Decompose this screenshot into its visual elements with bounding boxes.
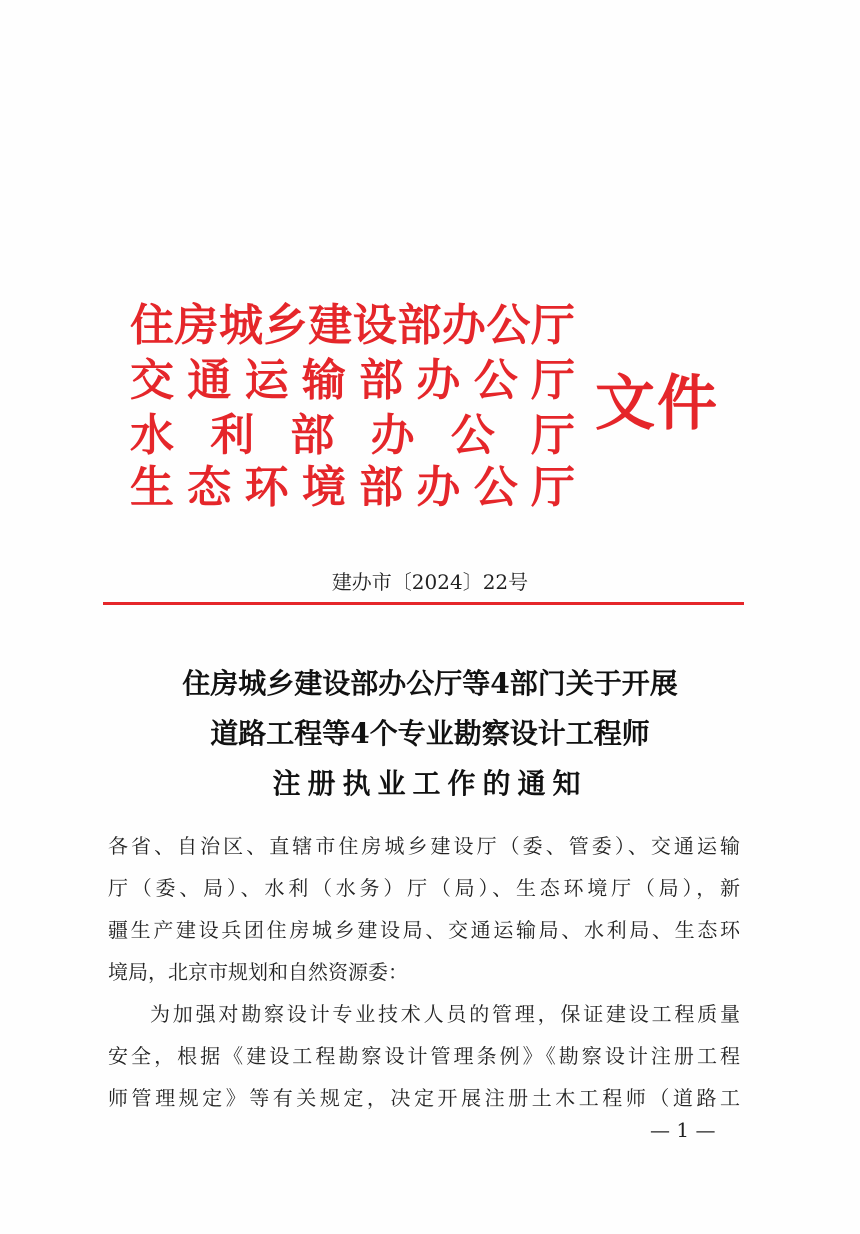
addressee-line: 厅（委、局）、水利（水务）厅（局）、生态环境厅（局），新 <box>108 876 740 900</box>
paragraph-line: 为加强对勘察设计专业技术人员的管理，保证建设工程质量 <box>150 1002 740 1026</box>
issuer-header <box>130 300 730 513</box>
issuer-line-1 <box>130 300 575 352</box>
issuer-char: 厅 <box>530 300 575 351</box>
issuer-char: 公 <box>486 300 531 351</box>
issuer-line-2 <box>130 355 575 407</box>
issuer-char: 运 <box>244 355 289 406</box>
issuer-line-4 <box>130 462 575 514</box>
page-number: — 1 — <box>650 1118 716 1142</box>
issuer-char: 住 <box>130 300 174 351</box>
issuer-char: 境 <box>301 462 346 513</box>
issuer-char: 公 <box>450 410 495 461</box>
issuer-char: 生 <box>130 462 174 513</box>
issuer-char: 通 <box>187 355 232 406</box>
issuer-char: 厅 <box>530 410 575 461</box>
paragraph-line: 安全，根据《建设工程勘察设计管理条例》《勘察设计注册工程 <box>108 1044 740 1068</box>
issuer-char: 城 <box>219 300 264 351</box>
paragraph-line: 师管理规定》等有关规定，决定开展注册土木工程师（道路工 <box>108 1086 740 1110</box>
issuer-char: 办 <box>441 300 486 351</box>
notice-title-line-3: 注册执业工作的通知 <box>272 767 588 800</box>
issuer-char: 水 <box>130 410 174 461</box>
issuer-char: 部 <box>359 355 404 406</box>
issuer-char: 乡 <box>263 300 308 351</box>
addressee-line: 各省、自治区、直辖市住房城乡建设厅（委、管委）、交通运输 <box>108 834 740 858</box>
issuer-char: 办 <box>370 410 415 461</box>
issuer-char: 输 <box>301 355 346 406</box>
body-paragraph <box>108 993 740 1119</box>
document-type-label: 文件 <box>595 369 719 439</box>
notice-title-line-1: 住房城乡建设部办公厅等4部门关于开展 <box>182 667 678 700</box>
addressee-block <box>108 825 740 993</box>
issuer-char: 部 <box>359 462 404 513</box>
issuer-char: 交 <box>130 355 174 406</box>
issuer-char: 房 <box>174 300 219 351</box>
issuer-char: 厅 <box>530 355 575 406</box>
issuer-char: 办 <box>416 355 461 406</box>
issuer-line-3 <box>130 410 575 462</box>
issuer-char: 厅 <box>530 462 575 513</box>
red-separator-line <box>103 602 744 605</box>
issuer-char: 态 <box>187 462 232 513</box>
notice-title-line-2: 道路工程等4个专业勘察设计工程师 <box>210 717 650 750</box>
issuer-char: 部 <box>397 300 442 351</box>
addressee-line: 境局，北京市规划和自然资源委： <box>108 960 408 984</box>
issuer-char: 部 <box>290 410 335 461</box>
issuer-char: 设 <box>352 300 397 351</box>
issuer-char: 环 <box>244 462 289 513</box>
document-number: 建办市〔2024〕22号 <box>331 570 529 594</box>
issuer-char: 公 <box>473 355 518 406</box>
issuer-char: 建 <box>308 300 353 351</box>
addressee-line: 疆生产建设兵团住房城乡建设局、交通运输局、水利局、生态环 <box>108 918 740 942</box>
issuer-char: 利 <box>210 410 255 461</box>
issuer-char: 公 <box>473 462 518 513</box>
issuer-char: 办 <box>416 462 461 513</box>
